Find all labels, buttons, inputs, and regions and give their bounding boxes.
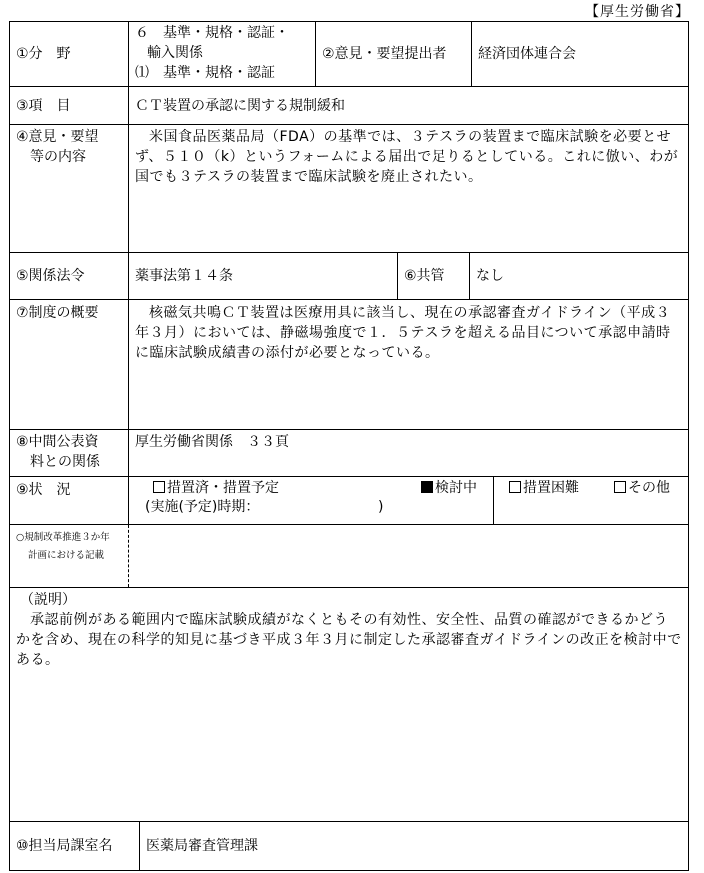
field-value-line1: ６ 基準・規格・認証・ <box>135 25 289 41</box>
joint-label: ⑥共管 <box>397 253 469 299</box>
request-text: 米国食品医薬品局（FDA）の基準では、３テスラの装置まで臨床試験を必要とせず、５１０（k）というフォームによる届出で足りるとしている。これに倣い、わが国でも３テスラの装置まで臨床試験を廃止されたい。 <box>135 129 679 185</box>
office-value: 医薬局審査管理課 <box>146 838 258 854</box>
request-label-line1: ④意見・要望 <box>16 129 99 145</box>
law-value: 薬事法第１４条 <box>135 268 233 284</box>
explanation-row <box>9 587 689 821</box>
item-row <box>9 86 689 124</box>
request-label <box>10 125 129 252</box>
plan-row <box>9 524 689 587</box>
checkbox-empty-icon <box>153 481 165 493</box>
law-label: ⑤関係法令 <box>10 253 129 299</box>
law-row <box>9 252 689 299</box>
status-option-other-label: その他 <box>628 480 670 496</box>
ministry-tag: 【厚生労働省】 <box>585 4 690 20</box>
overview-row <box>9 299 689 429</box>
overview-text: 核磁気共鳴ＣＴ装置は医療用具に該当し、現在の承認審査ガイドライン（平成３年３月）においては、静磁場強度で１．５テスラを超える品目について承認申請時に臨床試験成績書の添付が必要となっている。 <box>135 305 671 361</box>
status-option-review-label: 検討中 <box>435 480 477 496</box>
office-label: ⑩担当局課室名 <box>10 822 140 870</box>
interim-value: 厚生労働省関係 ３３頁 <box>135 434 289 450</box>
field-label: ①分 野 <box>10 22 129 86</box>
plan-label-line2: 計画における記載 <box>28 550 105 561</box>
status-divider <box>493 477 494 524</box>
plan-label <box>10 525 129 587</box>
status-schedule: (実施(予定)時期： <box>145 499 260 515</box>
explanation-heading: （説明） <box>20 592 76 608</box>
field-value-line3: ⑴ 基準・規格・認証 <box>135 65 275 81</box>
request-form <box>9 21 689 871</box>
field-row <box>9 21 689 86</box>
field-value-line2: 輸入関係 <box>147 45 203 61</box>
plan-value <box>129 525 688 587</box>
status-schedule-close: ) <box>378 499 384 515</box>
submitter-label: ②意見・要望提出者 <box>315 22 471 86</box>
explanation-text: 承認前例がある範囲内で臨床試験成績がなくともその有効性、安全性、品質の確認ができるかどうかを含め、現在の科学的知見に基づき平成３年３月に制定した承認審査ガイドラインの改正を検討中である。 <box>16 612 682 668</box>
plan-label-line1: ○規制改革推進３か年 <box>16 532 110 543</box>
office-row <box>9 821 689 871</box>
field-value <box>129 22 315 86</box>
checkbox-filled-icon <box>421 481 433 493</box>
status-label: ⑨状 況 <box>10 477 129 524</box>
checkbox-empty-icon <box>509 481 521 493</box>
request-label-line2: 等の内容 <box>30 149 86 165</box>
submitter-value: 経済団体連合会 <box>471 22 688 86</box>
item-label: ③項 目 <box>10 87 129 124</box>
status-options <box>129 477 688 524</box>
interim-label-line1: ⑧中間公表資 <box>16 434 99 450</box>
interim-row <box>9 429 689 476</box>
request-row <box>9 124 689 252</box>
interim-label-line2: 料との関係 <box>30 454 100 470</box>
interim-label <box>10 430 129 476</box>
status-option-done-label: 措置済・措置予定 <box>167 480 279 496</box>
status-option-other[interactable] <box>614 478 670 498</box>
status-option-done[interactable] <box>153 478 279 498</box>
status-row <box>9 476 689 524</box>
explanation <box>10 588 688 821</box>
status-option-difficult-label: 措置困難 <box>523 480 579 496</box>
status-option-difficult[interactable] <box>509 478 579 498</box>
status-option-review[interactable] <box>421 478 477 498</box>
checkbox-empty-icon <box>614 481 626 493</box>
joint-value: なし <box>469 253 688 299</box>
item-value: ＣＴ装置の承認に関する規制緩和 <box>135 97 345 114</box>
overview-label: ⑦制度の概要 <box>10 300 129 429</box>
